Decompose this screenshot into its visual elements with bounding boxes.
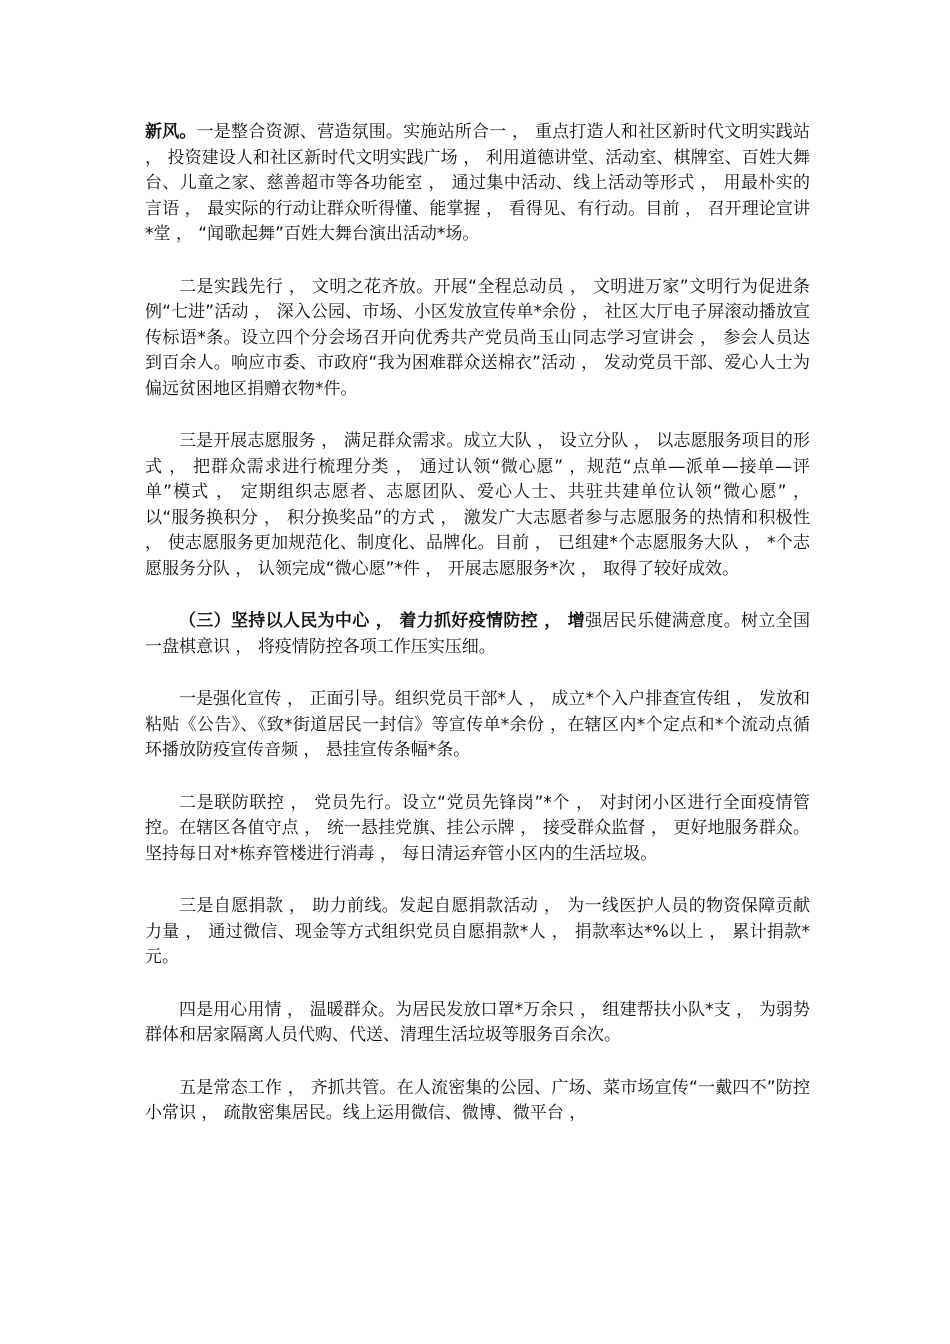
paragraph-6: 二是联防联控 ， 党员先行。设立“党员先锋岗”*个 ， 对封闭小区进行全面疫情管控。在辖区各值守点 ， 统一悬挂党旗、挂公示牌 ， 接受群众监督 ， 更好地服务群众。坚持每日对*栋弃管楼进行消毒 ， 每日清运弃管小区内的生活垃圾。 — [145, 792, 810, 864]
paragraph-2: 二是实践先行 ， 文明之花齐放。开展“全程总动员 ， 文明进万家”文明行为促进条例“七进”活动 ， 深入公园、市场、小区发放宣传单*余份 ， 社区大厅电子屏滚动播放宣传标语*条。设立四个分会场召开向优秀共产党员尚玉山同志学习宣讲会 ， 参会人员达到百余人。响应市委、市政府“我为困难群众送棉衣”活动 ， 发动党员干部、爱心人士为偏远贫困地区捐赠衣物*件。 — [145, 276, 810, 399]
document-page — [145, 120, 810, 1154]
paragraph-3: 三是开展志愿服务 ， 满足群众需求。成立大队 ， 设立分队 ， 以志愿服务项目的形式 ， 把群众需求进行梳理分类 ， 通过认领“微心愿” ，规范“点单—派单—接单—评单”模式 ， 定期组织志愿者、志愿团队、爱心人士、共驻共建单位认领“微心愿” ， 以“服务换积分 ， 积分换奖品”的方式 ， 激发广大志愿者参与志愿服务的热情和积极性 ， 使志愿服务更加规范化、制度化、品牌化。目前 ， 已组建*个志愿服务大队 ， *个志愿服务分队 ， 认领完成“微心愿”*件 ， 开展志愿服务*次 ， 取得了较好成效。 — [145, 431, 810, 579]
section-heading-3-lead: （三）坚持以人民为中心 ， 着力抓好疫情防控 ， 增 — [179, 611, 586, 631]
paragraph-1 — [145, 120, 810, 248]
paragraph-8: 四是用心用情 ， 温暖群众。为居民发放口罩*万余只 ， 组建帮扶小队*支 ， 为弱势群体和居家隔离人员代购、代送、清理生活垃圾等服务百余次。 — [145, 999, 810, 1045]
section-heading-3-text: 强居民乐健满意度。树立全国一盘棋意识 ， 将疫情防控各项工作压实压细。 — [145, 611, 810, 657]
paragraph-9: 五是常态工作 ， 齐抓共管。在人流密集的公园、广场、菜市场宣传“一戴四不”防控小常识 ， 疏散密集居民。线上运用微信、微博、微平台 ， — [145, 1077, 810, 1123]
paragraph-5: 一是强化宣传 ， 正面引导。组织党员干部*人 ， 成立*个入户排查宣传组 ， 发放和粘贴《公告》、《致*街道居民一封信》等宣传单*余份 ，在辖区内*个定点和*个流动点循环播放防疫宣传音频 ， 悬挂宣传条幅*条。 — [145, 689, 810, 760]
paragraph-1-lead: 新风。 — [145, 122, 197, 142]
paragraph-1-text: 一是整合资源、营造氛围。实施站所合一 ， 重点打造人和社区新时代文明实践站 ， 投资建设人和社区新时代文明实践广场 ， 利用道德讲堂、活动室、棋牌室、百姓大舞台、儿童之家、慈善超市等各功能室 ， 通过集中活动、线上活动等形式 ， 用最朴实的言语 ， 最实际的行动让群众听得懂、能掌握 ， 看得见、有行动。目前 ， 召开理论宣讲*堂 ， “闻歌起舞”百姓大舞台演出活动*场。 — [145, 122, 811, 244]
paragraph-7: 三是自愿捐款 ， 助力前线。发起自愿捐款活动 ， 为一线医护人员的物资保障贡献力量 ， 通过微信、现金等方式组织党员自愿捐款*人 ， 捐款率达*%以上 ， 累计捐款*元。 — [145, 896, 810, 967]
section-heading-3 — [145, 609, 810, 660]
